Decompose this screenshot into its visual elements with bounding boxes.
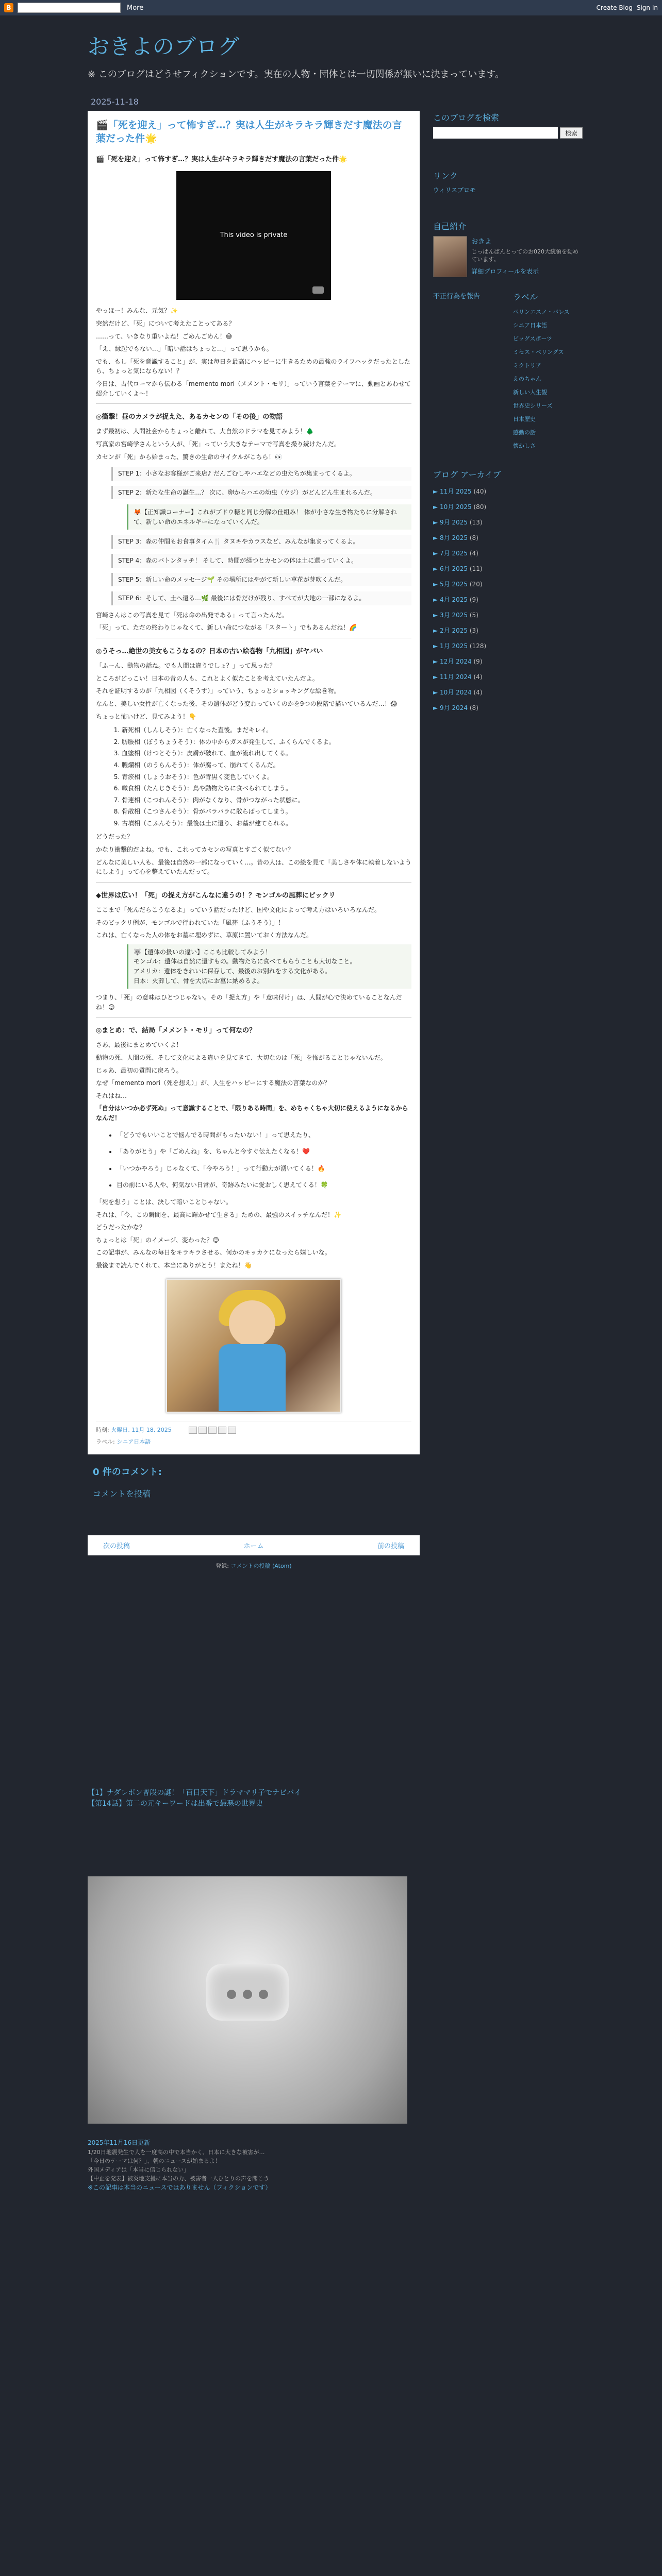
archive-count: (8)	[469, 704, 478, 711]
intro-line: 「え、縁起でもない…」「暗い話はちょっと…」って思うかも。	[96, 345, 273, 353]
twitter-share-icon[interactable]	[208, 1427, 217, 1434]
paragraph: カセンが「死」から始まった、驚きの生命のサイクルがこちら！👀	[96, 453, 283, 461]
archive-label[interactable]: 7月 2025	[440, 550, 468, 557]
list-item: 4. 膿爛相（のうらんそう）：体が腐って、崩れてくるんだ。	[122, 760, 411, 770]
info-line: アメリカ：遺体をきれいに保存して、最後のお別れをする文化がある。	[134, 967, 331, 975]
list-item: 1. 新死相（しんしそう）：亡くなった直後。まだキレイ。	[122, 725, 411, 735]
step-item: STEP 6：そして、土へ還る…🌿 最後には骨だけが残り、すべてが大地の一部になるよ。	[111, 591, 411, 605]
archive-item[interactable]: ► 5月 2025 (20)	[433, 581, 483, 588]
archive-item[interactable]: ► 8月 2025 (8)	[433, 534, 478, 541]
archive-item[interactable]: ► 10月 2025 (80)	[433, 503, 487, 511]
newer-post-link[interactable]: 次の投稿	[103, 1542, 130, 1550]
info-line: モンゴル：遺体は自然に還すもの。動物たちに食べてもらうことも大切なこと。	[134, 958, 356, 965]
archive-label[interactable]: 9月 2025	[440, 519, 468, 526]
sidebar-left-col	[433, 277, 503, 455]
paragraph: かなり衝撃的だよね。でも、これってカセンの写真とすごく似てない？	[96, 846, 294, 854]
intro-line: 今日は、古代ローマから伝わる「memento mori（メメント・モリ）」っていう言葉をテーマに、動画とあわせて紹介していくよ〜！	[96, 380, 411, 397]
post-title[interactable]: 🎬「死を迎え」って怖すぎ…？実は人生がキラキラ輝きだす魔法の言葉だった件🌟	[96, 120, 402, 144]
photo-dress	[219, 1344, 286, 1411]
label-link[interactable]: えのちゃん	[513, 376, 541, 382]
news-date: 2025年11月16日更新	[88, 2139, 151, 2146]
youtube-icon[interactable]	[312, 286, 324, 294]
blogger-logo-icon[interactable]: B	[4, 3, 13, 12]
benefit-list	[117, 1130, 411, 1190]
divider	[96, 403, 411, 404]
related-link[interactable]: 【第14話】第二の元キーワードは出番で最悪の世界史	[88, 1800, 263, 1808]
list-item: 6. 噉食相（たんじきそう）：鳥や動物たちに食べられてしまう。	[122, 784, 411, 793]
archive-count: (5)	[469, 612, 478, 619]
list-item: • 「いつかやろう」じゃなくて、「今やろう！」って行動力が湧いてくる！🔥	[117, 1164, 411, 1174]
intro-line: ……って、いきなり重いよね！ごめんごめん！😅	[96, 332, 233, 340]
post-photo[interactable]	[166, 1279, 341, 1413]
archive-list	[433, 487, 583, 712]
paragraph: まず最初は、人間社会からちょっと離れて、大自然のドラマを見てみよう！🌲	[96, 428, 314, 435]
news-line: 【中止を発表】被災地支援に本当の力、被害者一人ひとりの声を聞こう	[88, 2175, 269, 2182]
label-link[interactable]: 新しい人生観	[513, 389, 547, 396]
sidebar	[433, 98, 583, 719]
news-line: 「今日のテーマは何？」、朝のニュースが始まるよ！	[88, 2157, 221, 2164]
label-link[interactable]: ミセス・ペリングス	[513, 349, 564, 355]
loading-dot	[227, 1990, 236, 1999]
archive-count: (3)	[469, 627, 478, 634]
paragraph: どんなに美しい人も、最後は自然の一部になっていく…。昔の人は、この絵を見て「美しさや体に執着しないようにしよう」って心を整えていたんだって。	[96, 858, 412, 876]
intro-line: でも、もし「死を意識すること」が、実は毎日を最高にハッピーに生きるための最強のライフハックだったとしたら、ちょっと気にならない！？	[96, 358, 410, 375]
archive-count: (11)	[469, 565, 483, 572]
labels-widget	[513, 277, 583, 455]
kusozu-list	[122, 725, 411, 828]
news-block	[88, 2138, 574, 2192]
list-item: 2. 肪脹相（ぼうちょうそう）：体の中からガスが発生して、ふくらんでくるよ。	[122, 737, 411, 747]
list-item: 3. 血塗相（けつとそう）：皮膚が破れて、血が流れ出してくる。	[122, 749, 411, 758]
profile-link[interactable]: 詳細プロフィールを表示	[471, 267, 539, 275]
paragraph: 宮崎さんはこの写真を見て「死は命の出発である」って言ったんだ。	[96, 611, 288, 619]
step-item: STEP 4：森のバトンタッチ！ そして、時間が経つとカセンの体は土に還っていくよ。	[111, 554, 411, 568]
pinterest-share-icon[interactable]	[228, 1427, 236, 1434]
archive-label[interactable]: 5月 2025	[440, 581, 468, 588]
archive-label[interactable]: 10月 2025	[440, 503, 472, 511]
news-link[interactable]: ※この記事は本当のニュースではありません（フィクションです）	[88, 2183, 272, 2191]
sidebar-link[interactable]: ウィリスプロモ	[433, 187, 476, 194]
loading-dot	[243, 1990, 252, 1999]
search-box	[433, 127, 583, 139]
blog-title[interactable]: おきよのブログ	[88, 34, 240, 59]
profile	[433, 236, 583, 277]
archive-count: (9)	[473, 658, 483, 665]
info-box: 🦊【正知識コーナー】これがブドウ糖と同じ分解の仕組み！ 体が小さな生き物たちに分解されて、新しい命のエネルギーになっていくんだ。	[127, 504, 411, 530]
list-item: 8. 骨散相（こつさんそう）：骨がバラバラに散らばってしまう。	[122, 807, 411, 817]
posted-label: 時刻:	[96, 1426, 109, 1433]
paragraph: さあ、最後にまとめていくよ！	[96, 1041, 183, 1049]
archive-item[interactable]: ► 11月 2025 (40)	[433, 488, 487, 495]
label-link[interactable]: ビッグスポーツ	[513, 335, 553, 342]
post-footer	[96, 1421, 411, 1446]
info-line: 日本：火葬して、骨を大切にお墓に納めるよ。	[134, 977, 263, 985]
paragraph: 「ふーん、動物の話ね。でも人間は違うでしょ？」って思った？	[96, 662, 276, 670]
list-item: 5. 青瘀相（しょうおそう）：色が青黒く変色していくよ。	[122, 772, 411, 782]
paragraph: それはね…	[96, 1092, 127, 1099]
archive-count: (80)	[473, 503, 487, 511]
facebook-share-icon[interactable]	[218, 1427, 226, 1434]
label-link[interactable]: ペリンエスノ・バレス	[513, 309, 570, 315]
archive-label[interactable]: 9月 2024	[440, 704, 468, 711]
archive-item[interactable]: ► 10月 2024 (4)	[433, 689, 483, 696]
comments-count: 0 件のコメント:	[93, 1466, 162, 1478]
post-comment-link[interactable]: コメントを投稿	[93, 1488, 151, 1499]
label-link[interactable]: 日本歴史	[513, 416, 536, 422]
archive-item[interactable]: ► 9月 2025 (13)	[433, 519, 483, 526]
archive-count: (40)	[473, 488, 487, 495]
archive-label[interactable]: 3月 2025	[440, 612, 468, 619]
label-link[interactable]: 懐かしさ	[513, 443, 536, 449]
subscribe-prefix: 登録:	[216, 1562, 229, 1569]
archive-item[interactable]: ► 2月 2025 (3)	[433, 627, 478, 634]
report-abuse-title[interactable]: 不正行為を報告	[433, 293, 481, 300]
label-link[interactable]: ミクトリア	[513, 362, 541, 369]
blog-pager	[88, 1535, 420, 1555]
lower-section	[88, 1788, 574, 2192]
intro-line: やっほー！みんな、元気？✨	[96, 307, 178, 315]
paragraph: それは、「今、この瞬間を、最高に輝かせて生きる」ための、最強のスイッチなんだ！✨	[96, 1211, 341, 1218]
paragraph: なぜ「memento mori（死を想え）」が、人生をハッピーにする魔法の言葉なのか？	[96, 1079, 330, 1087]
photo-face	[229, 1300, 275, 1347]
paragraph: ここまで「死んだらこうなるよ」っていう話だったけど、国や文化によって考え方はいろいろなんだ。	[96, 906, 381, 913]
section-heading: ◎うそっ…絶世の美女もこうなるの？日本の古い絵巻物「九相図」がヤバい	[96, 648, 323, 656]
archive-item[interactable]: ► 12月 2024 (9)	[433, 658, 483, 665]
search-button[interactable]: 検索	[560, 127, 583, 139]
archive-item[interactable]: ► 4月 2025 (9)	[433, 596, 478, 603]
navbar-more-link[interactable]: More	[127, 4, 144, 12]
archive-label[interactable]: 10月 2024	[440, 689, 472, 696]
archive-label[interactable]: 12月 2024	[440, 658, 472, 665]
post-intro	[96, 306, 411, 398]
profile-name[interactable]: おきよ	[471, 238, 492, 246]
embedded-video[interactable]	[176, 171, 331, 300]
paragraph: 最後まで読んでくれて、本当にありがとう！またね！👋	[96, 1261, 252, 1269]
paragraph: なんと、美しい女性が亡くなった後、その遺体がどう変わっていくのかを9つの段階で描いているんだ…！😱	[96, 700, 398, 707]
news-line: 1/20日地震発生で人を一度高の中で本当かく、日本に大きな被害が…	[88, 2148, 265, 2156]
main-column	[88, 88, 420, 1570]
paragraph: つまり、「死」の意味はひとつじゃない。その「捉え方」や「意味付け」は、人間が心で決めていることなんだね！😊	[96, 994, 402, 1011]
older-post-link[interactable]: 前の投稿	[377, 1542, 404, 1550]
post-label-link[interactable]: シニア日本語	[117, 1438, 151, 1445]
archive-item[interactable]: ► 1月 2025 (128)	[433, 642, 487, 650]
video-private-text: This video is private	[220, 231, 288, 240]
post-timestamp-link[interactable]: 火曜日, 11月 18, 2025	[111, 1426, 172, 1433]
divider	[96, 1017, 411, 1018]
archive-item[interactable]: ► 7月 2025 (4)	[433, 550, 478, 557]
create-blog-link[interactable]: Create Blog	[596, 4, 633, 11]
paragraph: 「死を想う」ことは、決して暗いことじゃない。	[96, 1198, 233, 1206]
archive-count: (4)	[473, 673, 483, 681]
list-item: • 「どうでもいいことで悩んでる時間がもったいない！」って思えたり、	[117, 1130, 411, 1140]
paragraph: どうだった？	[96, 833, 134, 841]
sidebar-two-col	[433, 277, 583, 455]
divider	[96, 882, 411, 883]
archive-count: (128)	[469, 642, 487, 650]
archive-count: (13)	[469, 519, 483, 526]
search-widget-title: このブログを検索	[433, 113, 500, 123]
section-heading: ◎衝撃！昼のカメラが捉えた、あるカセンの「その後」の物語	[96, 413, 283, 421]
post-heading: 🎬「死を迎え」って怖すぎ…？実は人生がキラキラ輝きだす魔法の言葉だった件🌟	[96, 156, 347, 164]
section-heading: ◎まとめ：で、結局「メメント・モリ」って何なの？	[96, 1027, 256, 1035]
label-link[interactable]: シニア日本語	[513, 322, 547, 329]
label-link[interactable]: 世界史シリーズ	[513, 402, 553, 409]
avatar[interactable]	[433, 236, 467, 277]
profile-widget-title: 自己紹介	[433, 222, 467, 231]
paragraph: ところがどっこい！日本の昔の人も、これとよく似たことを考えていたんだよ。	[96, 674, 319, 682]
share-buttons	[189, 1427, 236, 1434]
blog-header	[88, 15, 574, 80]
archive-item[interactable]: ► 9月 2024 (8)	[433, 704, 478, 711]
archive-item[interactable]: ► 6月 2025 (11)	[433, 565, 483, 572]
archive-label[interactable]: 11月 2024	[440, 673, 472, 681]
archive-label[interactable]: 11月 2025	[440, 488, 472, 495]
atom-feed-link[interactable]: コメントの投稿 (Atom)	[230, 1562, 292, 1569]
paragraph: どうだったかな？	[96, 1224, 146, 1231]
step-item: STEP 5：新しい命のメッセージ🌱 その場所にはやがて新しい草花が芽吹くんだ。	[111, 573, 411, 587]
paragraph: それを証明するのが「九相図（くそうず）」っていう、ちょっとショッキングな絵巻物。	[96, 687, 340, 695]
archive-item[interactable]: ► 11月 2024 (4)	[433, 673, 483, 681]
info-box	[127, 944, 411, 989]
post-body	[88, 111, 420, 1454]
list-item: • 目の前にいる人や、何気ない日常が、奇跡みたいに愛おしく思えてくる！🍀	[117, 1180, 411, 1190]
archive-label[interactable]: 2月 2025	[440, 627, 468, 634]
list-item: 7. 骨連相（こつれんそう）：肉がなくなり、骨がつながった状態に。	[122, 795, 411, 805]
profile-bio: じっぱんばんとってのお020大統領を勧めています。	[471, 248, 579, 263]
paragraph: これは、亡くなった人の体をお墓に埋めずに、草原に置いておく方法なんだ。	[96, 931, 313, 939]
section-heading: ◆世界は広い！「死」の捉え方がこんなに違うの！？モンゴルの風葬にビックリ	[96, 891, 336, 900]
related-link[interactable]: 【1】ナダレポン普段の謎！「百日天下」ドラママリ子でナビバイ	[88, 1789, 302, 1797]
sign-in-link[interactable]: Sign In	[636, 4, 658, 11]
archive-label[interactable]: 6月 2025	[440, 565, 468, 572]
paragraph: そのビックリ例が、モンゴルで行われていた「風葬（ふうそう）」！	[96, 919, 285, 926]
blog-description: ※ このブログはどうせフィクションです。実在の人物・団体とは一切関係が無いに決まっています。	[88, 69, 505, 80]
paragraph: この記事が、みんなの毎日をキラキラさせる、何かのキッカケになったら嬉しいな。	[96, 1249, 331, 1257]
archive-count: (4)	[469, 550, 478, 557]
navbar-search-input[interactable]	[18, 3, 121, 13]
subscribe-line	[88, 1562, 420, 1570]
news-line: 外国メディアは「本当に信じられない」	[88, 2166, 190, 2173]
home-link[interactable]: ホーム	[243, 1542, 264, 1550]
paragraph: ちょっとは「死」のイメージ、変わった？😊	[96, 1236, 220, 1244]
intro-line: 突然だけど、「死」について考えたことってある？	[96, 320, 235, 328]
blog-share-icon[interactable]	[198, 1427, 207, 1434]
labels-widget-title: ラベル	[513, 292, 538, 302]
step-item: STEP 3：森の仲間もお食事タイム🍴 タヌキやカラスなど、みんなが集まってくるよ。	[111, 535, 411, 549]
list-item: 9. 古墳相（こふんそう）：最後は土に還り、お墓が建てられる。	[122, 819, 411, 828]
archive-count: (4)	[473, 689, 483, 696]
archive-count: (8)	[469, 534, 478, 541]
labels-list	[513, 308, 583, 450]
archive-count: (20)	[469, 581, 483, 588]
paragraph: 「死」って、ただの終わりじゃなくて、新しい命につながる「スタート」でもあるんだね！🌈	[96, 624, 357, 632]
info-line: 🐺【遺体の扱いの違い】ここも比較してみよう！	[134, 948, 271, 956]
date-header: 2025-11-18	[91, 97, 139, 107]
label-link[interactable]: 感動の話	[513, 429, 536, 436]
archive-item[interactable]: ► 3月 2025 (5)	[433, 612, 478, 619]
step-item: STEP 2：新たな生命の誕生…？ 次に、卵からハエの幼虫（ウジ）がどんどん生まれるんだ。	[111, 486, 411, 500]
paragraph: 写真家の宮崎学さんという人が、「死」っていう大きなテーマで写真を撮り続けたんだ。	[96, 440, 341, 448]
archive-count: (9)	[469, 596, 478, 603]
embedded-video-large[interactable]	[88, 1876, 407, 2124]
archive-label[interactable]: 8月 2025	[440, 534, 468, 541]
archive-label[interactable]: 1月 2025	[440, 642, 468, 650]
paragraph: 動物の死、人間の死、そして文化による違いを見てきて、大切なのは「死」を怖がることじゃないんだ。	[96, 1054, 387, 1062]
archive-label[interactable]: 4月 2025	[440, 596, 468, 603]
archive-widget-title: ブログ アーカイブ	[433, 470, 501, 480]
links-widget-title: リンク	[433, 171, 458, 181]
paragraph: 「自分はいつか必ず死ぬ」って意識することで、「限りある時間」を、めちゃくちゃ大切に使えるようになるからなんだ！	[96, 1105, 408, 1122]
labels-prefix: ラベル:	[96, 1438, 115, 1445]
email-share-icon[interactable]	[189, 1427, 197, 1434]
paragraph: じゃあ、最初の質問に戻ろう。	[96, 1066, 183, 1074]
paragraph: ちょっと怖いけど、見てみよう！👇	[96, 713, 196, 720]
blogger-navbar	[0, 0, 662, 15]
step-item: STEP 1：小さなお客様がご来店♪ だんごむしやハエなどの虫たちが集まってくるよ。	[111, 467, 411, 481]
loading-dot	[259, 1990, 268, 1999]
list-item: • 「ありがとう」や「ごめんね」を、ちゃんと今すぐ伝えたくなる！❤️	[117, 1147, 411, 1157]
sidebar-search-input[interactable]	[433, 127, 558, 139]
